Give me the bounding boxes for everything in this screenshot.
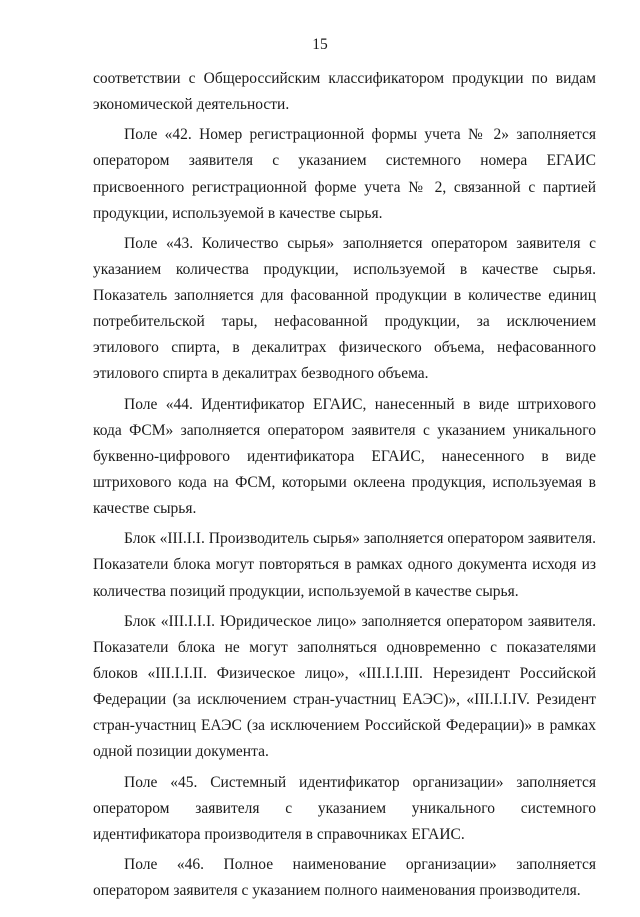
paragraph-block-producer: Блок «III.I.I. Производитель сырья» заполняется оператором заявителя. Показатели блока могут повторяться в рамках одного документа исходя из количества позиций продукции, используемой в качестве сырья. bbox=[93, 530, 596, 600]
paragraph-field-45: Поле «45. Системный идентификатор организации» заполняется оператором заявителя с указанием уникального системного идентификатора производителя в справочниках ЕГАИС. bbox=[93, 773, 596, 843]
paragraph-field-46: Поле «46. Полное наименование организации» заполняется оператором заявителя с указанием полного наименования производителя. bbox=[93, 856, 596, 900]
paragraph-field-42: Поле «42. Номер регистрационной формы учета № 2» заполняется оператором заявителя с указанием системного номера ЕГАИС присвоенного регистрационной форме учета № 2, связанной с партией продукции, используемой в качестве сырья. bbox=[93, 126, 596, 222]
page-number: 15 bbox=[312, 36, 328, 53]
document-body bbox=[93, 66, 596, 904]
paragraph-continuation: соответствии с Общероссийским классификатором продукции по видам экономической деятельности. bbox=[93, 70, 596, 114]
paragraph-block-legal-entity: Блок «III.I.I.I. Юридическое лицо» заполняется оператором заявителя. Показатели блока не могут заполняться одновременно с показателями блоков «III.I.I.II. Физическое лицо», «III.I.I.III. Нерезидент Российской Федерации (за исключением стран-участниц ЕАЭС)», «III.I.I.IV. Резидент стран-участниц ЕАЭС (за исключением Российской Федерации)» в рамках одной позиции документа. bbox=[93, 612, 596, 761]
paragraph-field-43: Поле «43. Количество сырья» заполняется оператором заявителя с указанием количества продукции, используемой в качестве сырья. Показатель заполняется для фасованной продукции в количестве единиц потребительской тары, нефасованной продукции, за исключением этилового спирта, в декалитрах физического объема, нефасованного этилового спирта в декалитрах безводного объема. bbox=[93, 234, 596, 383]
paragraph-field-44: Поле «44. Идентификатор ЕГАИС, нанесенный в виде штрихового кода ФСМ» заполняется оператором заявителя с указанием уникального буквенно-цифрового идентификатора ЕГАИС, нанесенного в виде штрихового кода на ФСМ, которыми оклеена продукция, используемая в качестве сырья. bbox=[93, 395, 596, 518]
